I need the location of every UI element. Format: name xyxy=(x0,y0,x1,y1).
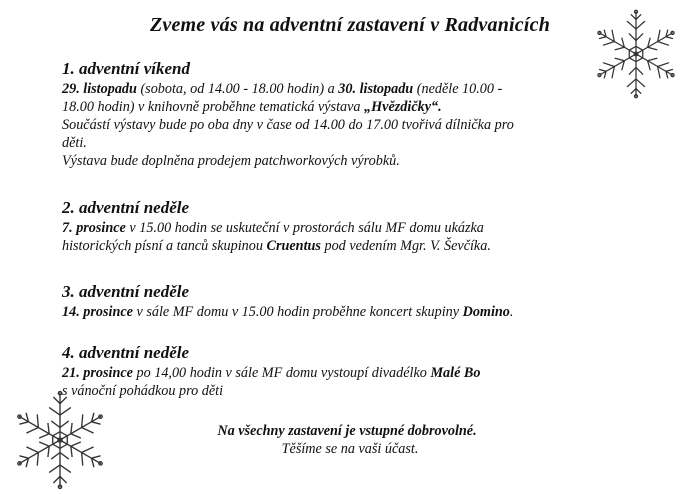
snowflake-icon xyxy=(8,388,112,492)
date-bold: 7. prosince xyxy=(62,220,126,236)
text-line xyxy=(62,116,514,134)
text-span: pod vedením Mgr. V. Ševčíka. xyxy=(320,238,491,254)
band-name: Cruentus xyxy=(266,238,321,254)
text-span: (sobota, od 14.00 - 18.00 hodin) a xyxy=(136,81,339,97)
text-span: . xyxy=(509,304,514,320)
text-span: po 14,00 hodin v sále MF domu vystoupí divadélko xyxy=(132,365,431,381)
text-line xyxy=(62,303,513,321)
text-span: v 15.00 hodin se uskuteční v prostorách sálu MF domu ukázka xyxy=(125,220,484,236)
section-1 xyxy=(62,58,514,170)
date-bold: 29. listopadu xyxy=(62,81,137,97)
text-span: (neděle 10.00 - xyxy=(413,81,503,97)
text-span: děti. xyxy=(62,135,87,151)
text-span: v sále MF domu v 15.00 hodin proběhne koncert skupiny xyxy=(132,304,463,320)
snowflake-icon xyxy=(588,6,684,102)
text-span: s vánoční pohádkou pro děti xyxy=(62,383,224,399)
section-heading: 3. adventní neděle xyxy=(62,282,190,301)
text-span: Součástí výstavy bude po oba dny v čase od 14.00 do 17.00 tvořivá dílnička pro xyxy=(62,117,514,133)
text-span: Výstava bude doplněna prodejem patchworkových výrobků. xyxy=(62,153,400,169)
section-heading: 2. adventní neděle xyxy=(62,198,190,217)
page-title: Zveme vás na adventní zastavení v Radvanicích xyxy=(149,14,551,36)
section-heading: 4. adventní neděle xyxy=(62,343,190,362)
section-2 xyxy=(62,197,491,255)
section-heading: 1. adventní víkend xyxy=(62,59,190,78)
section-3 xyxy=(62,281,513,321)
text-line xyxy=(62,382,481,400)
text-span: historických písní a tanců skupinou xyxy=(62,238,267,254)
footer-admission: Na všechny zastavení je vstupné dobrovolné. xyxy=(217,423,477,439)
text-line xyxy=(62,98,514,116)
theatre-name: Malé Bo xyxy=(430,365,481,381)
text-line xyxy=(62,364,481,382)
date-bold: 21. prosince xyxy=(62,365,133,381)
text-line xyxy=(62,152,514,170)
exhibition-name: „Hvězdičky“. xyxy=(364,99,442,115)
date-bold: 14. prosince xyxy=(62,304,133,320)
date-bold: 30. listopadu xyxy=(338,81,414,97)
text-line xyxy=(62,237,491,255)
text-line xyxy=(62,219,491,237)
section-4 xyxy=(62,342,481,400)
footer-greeting: Těšíme se na vaši účast. xyxy=(281,441,419,457)
text-line xyxy=(62,134,514,152)
text-line xyxy=(62,80,514,98)
text-span: 18.00 hodin) v knihovně proběhne tematická výstava xyxy=(62,99,365,115)
band-name: Domino xyxy=(462,304,510,320)
